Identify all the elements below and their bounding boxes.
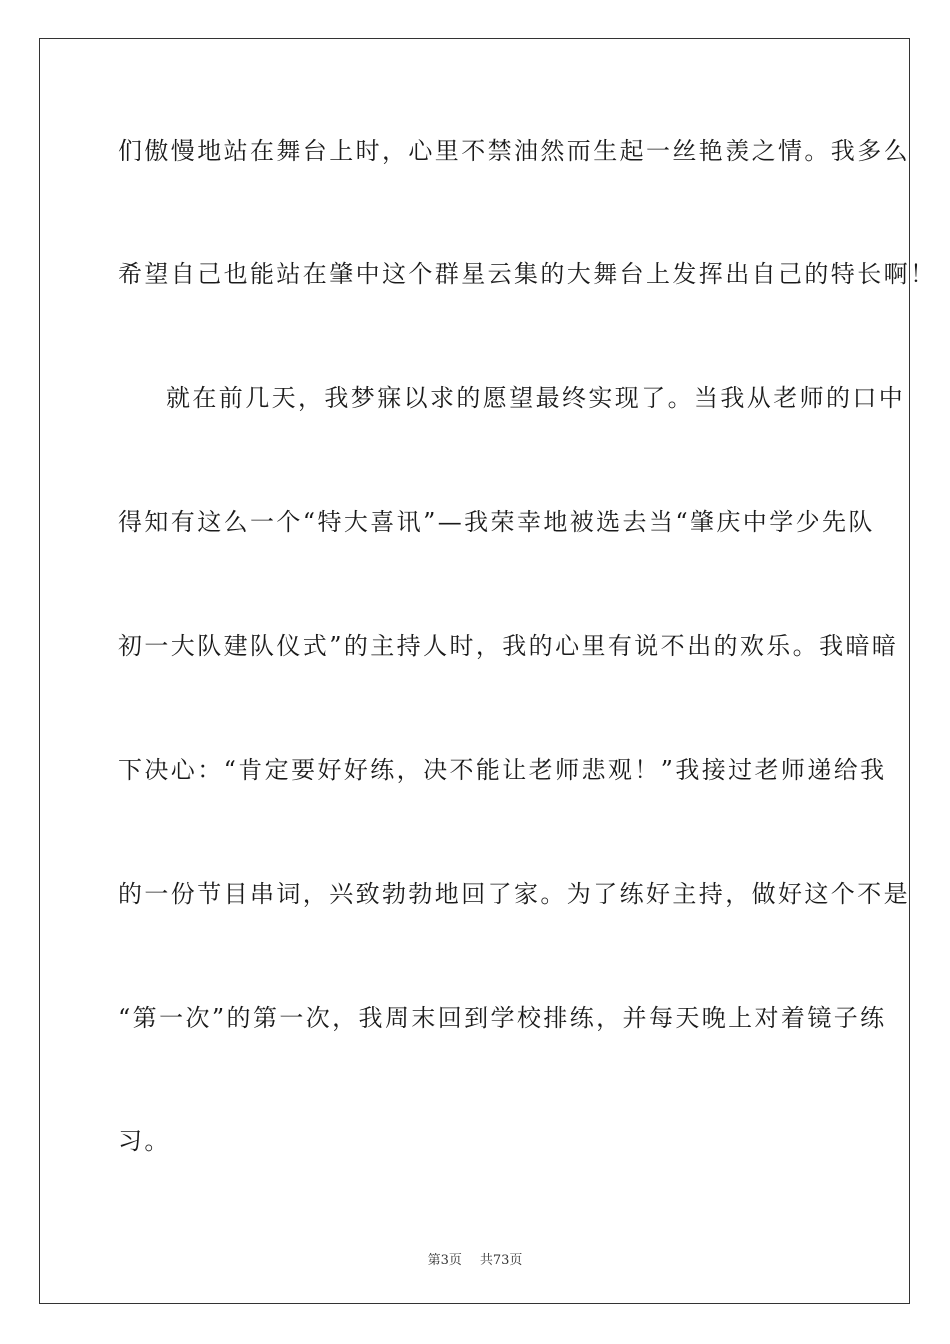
page-total: 共73页 (479, 1253, 523, 1268)
text-line: 初一大队建队仪式”的主持人时，我的心里有说不出的欢乐。我暗暗 (118, 632, 899, 660)
text-line: 的一份节目串词，兴致勃勃地回了家。为了练好主持，做好这个不是 (118, 880, 910, 908)
text-line: 习。 (118, 1127, 171, 1155)
text-line: 希望自己也能站在肇中这个群星云集的大舞台上发挥出自己的特长啊！ (118, 260, 937, 288)
page-number: 第3页 (427, 1253, 462, 1268)
page-footer (0, 1249, 950, 1268)
text-line: 下决心：“肯定要好好练，决不能让老师悲观！”我接过老师递给我 (118, 756, 887, 784)
text-line: “第一次”的第一次，我周末回到学校排练，并每天晚上对着镜子练 (118, 1004, 887, 1032)
page-border (39, 38, 937, 1304)
text-line: 们傲慢地站在舞台上时，心里不禁油然而生起一丝艳羡之情。我多么 (118, 137, 910, 165)
text-line: 得知有这么一个“特大喜讯”—我荣幸地被选去当“肇庆中学少先队 (118, 508, 875, 536)
paragraph-start-line: 就在前几天，我梦寐以求的愿望最终实现了。当我从老师的口中 (166, 384, 906, 412)
